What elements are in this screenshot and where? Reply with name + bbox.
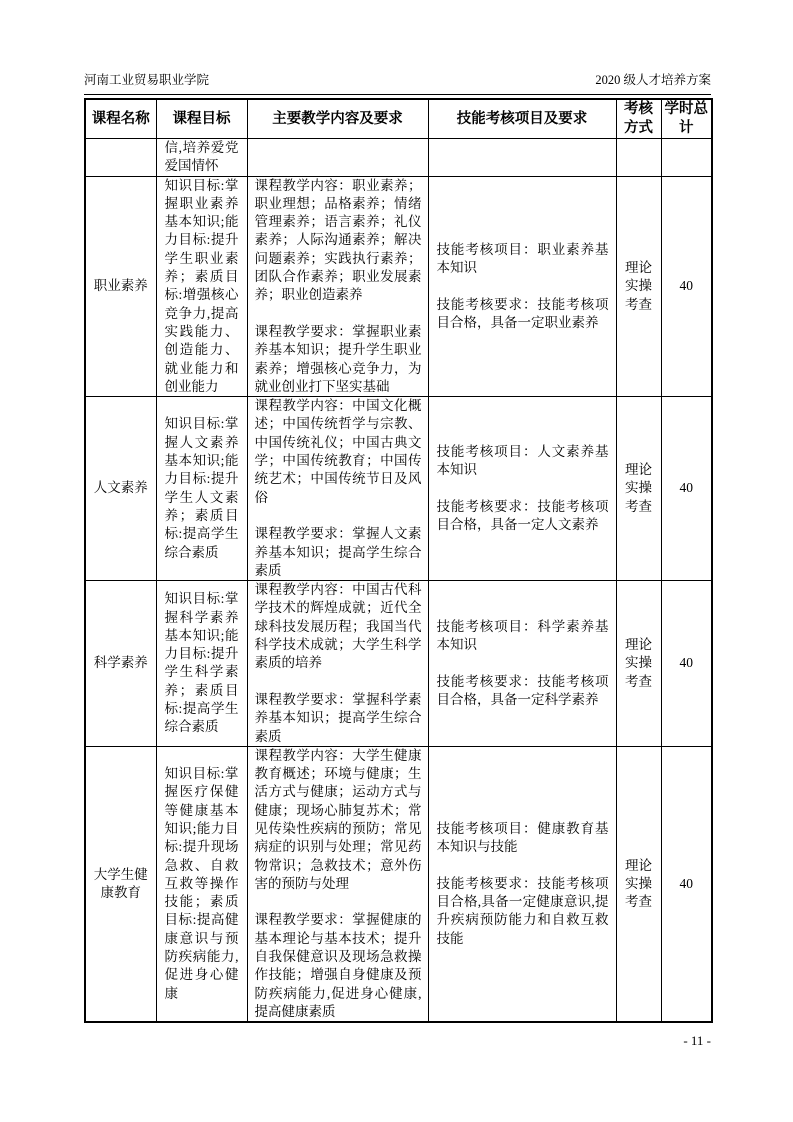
column-header-course-name: 课程名称 (85, 99, 156, 139)
skill-assessment-cell (428, 581, 616, 747)
assessment-requirement-text: 技能考核要求：技能考核项目合格,具备一定健康意识,提升疾病预防能力和自救互救技能 (436, 875, 609, 946)
total-hours-cell: 40 (661, 176, 712, 397)
column-header-skill-assessment: 技能考核项目及要求 (428, 99, 616, 139)
table-row-professional-quality (85, 176, 712, 397)
teaching-content-cell (247, 139, 428, 177)
page-number: - 11 - (683, 1033, 711, 1048)
course-objectives-cell (156, 139, 247, 177)
objectives-text: 知识目标:掌握人文素养基本知识;能力目标:提升学生人文素养；素质目标:提高学生综合素质 (164, 416, 239, 560)
total-hours-cell: 40 (661, 746, 712, 1022)
objectives-text: 知识目标:掌握医疗保健等健康基本知识;能力目标:提升现场急救、自救互救等操作技能；素质目标:提高健康意识与预防疾病能力,促进身心健康 (164, 766, 239, 1001)
objectives-continued-text: 信,培养爱党爱国情怀 (164, 140, 239, 174)
assessment-requirement-text: 技能考核要求：技能考核项目合格，具备一定科学素养 (436, 673, 609, 707)
assessment-item-text: 技能考核项目：职业素养基本知识 (436, 241, 609, 275)
assessment-item-text: 技能考核项目：健康教育基本知识与技能 (436, 820, 609, 855)
teaching-content-cell (247, 397, 428, 581)
total-hours-cell: 40 (661, 581, 712, 747)
table-row-humanistic-quality (85, 397, 712, 581)
column-header-course-objectives: 课程目标 (156, 99, 247, 139)
teaching-content-cell (247, 746, 428, 1022)
skill-assessment-cell (428, 176, 616, 397)
course-objectives-cell (156, 397, 247, 581)
table-row-carryover (85, 139, 712, 177)
teaching-requirements-text: 课程教学要求：掌握人文素养基本知识；提高学生综合素质 (254, 526, 422, 578)
curriculum-table (84, 98, 713, 1023)
skill-assessment-cell (428, 746, 616, 1022)
column-header-assessment-method: 考核方式 (616, 99, 661, 139)
skill-assessment-cell (428, 139, 616, 177)
teaching-requirements-text: 课程教学要求：掌握健康的基本理论与基本技术；提升自我保健意识及现场急救操作技能；增强自身健康及预防疾病能力,促进身心健康,提高健康素质 (254, 912, 422, 1019)
assessment-method-cell: 理论实操考查 (616, 581, 661, 747)
teaching-content-text: 课程教学内容：职业素养；职业理想；品格素养；情绪管理素养；语言素养；礼仪素养；人际沟通素养；解决问题素养；实践执行素养；团队合作素养；职业发展素养；职业创造素养 (254, 177, 422, 303)
skill-assessment-cell (428, 397, 616, 581)
teaching-requirements-text: 课程教学要求：掌握职业素养基本知识；提升学生职业素养；增强核心竞争力，为就业创业打下坚实基础 (254, 323, 422, 394)
table-row-scientific-quality (85, 581, 712, 747)
course-name-cell (85, 139, 156, 177)
course-name-cell: 大学生健康教育 (85, 746, 156, 1022)
page-footer (84, 1033, 711, 1049)
header-plan-title: 2020 级人才培养方案 (595, 73, 711, 87)
teaching-content-cell (247, 581, 428, 747)
course-objectives-cell (156, 581, 247, 747)
assessment-method-cell: 理论实操考查 (616, 176, 661, 397)
table-row-college-health-education (85, 746, 712, 1022)
assessment-item-text: 技能考核项目：科学素养基本知识 (436, 618, 609, 653)
header-school-name: 河南工业贸易职业学院 (84, 73, 210, 87)
column-header-teaching-content: 主要教学内容及要求 (247, 99, 428, 139)
teaching-content-text: 课程教学内容：大学生健康教育概述；环境与健康；生活方式与健康；运动方式与健康；现场心肺复苏术；常见传染性疾病的预防；常见病症的识别与处理；常见药物常识；急救技术；意外伤害的预防与处理 (254, 747, 422, 891)
course-objectives-cell (156, 176, 247, 397)
table-header-row (85, 99, 712, 139)
teaching-content-text: 课程教学内容：中国古代科学技术的辉煌成就；近代全球科技发展历程；我国当代科学技术成就；大学生科学素质的培养 (254, 582, 422, 671)
assessment-method-cell: 理论实操考查 (616, 746, 661, 1022)
teaching-content-text: 课程教学内容：中国文化概述；中国传统哲学与宗教、中国传统礼仪；中国古典文学；中国传统教育；中国传统艺术；中国传统节日及风俗 (254, 398, 422, 505)
total-hours-cell: 40 (661, 397, 712, 581)
page-header (84, 73, 711, 95)
course-name-cell: 职业素养 (85, 176, 156, 397)
objectives-text: 知识目标:掌握职业素养基本知识;能力目标:提升学生职业素养；素质目标:增强核心竞争力,提高实践能力、创造能力、就业能力和创业能力 (164, 177, 239, 394)
course-objectives-cell (156, 746, 247, 1022)
assessment-method-cell: 理论实操考查 (616, 397, 661, 581)
total-hours-cell (661, 139, 712, 177)
teaching-content-cell (247, 176, 428, 397)
assessment-method-cell (616, 139, 661, 177)
assessment-requirement-text: 技能考核要求：技能考核项目合格，具备一定人文素养 (436, 498, 609, 533)
assessment-requirement-text: 技能考核要求：技能考核项目合格，具备一定职业素养 (436, 296, 609, 330)
assessment-item-text: 技能考核项目：人文素养基本知识 (436, 443, 609, 478)
teaching-requirements-text: 课程教学要求：掌握科学素养基本知识；提高学生综合素质 (254, 691, 422, 744)
course-name-cell: 科学素养 (85, 581, 156, 747)
objectives-text: 知识目标:掌握科学素养基本知识;能力目标:提升学生科学素养；素质目标:提高学生综合素质 (164, 591, 239, 735)
course-name-cell: 人文素养 (85, 397, 156, 581)
column-header-total-hours: 学时总计 (661, 99, 712, 139)
